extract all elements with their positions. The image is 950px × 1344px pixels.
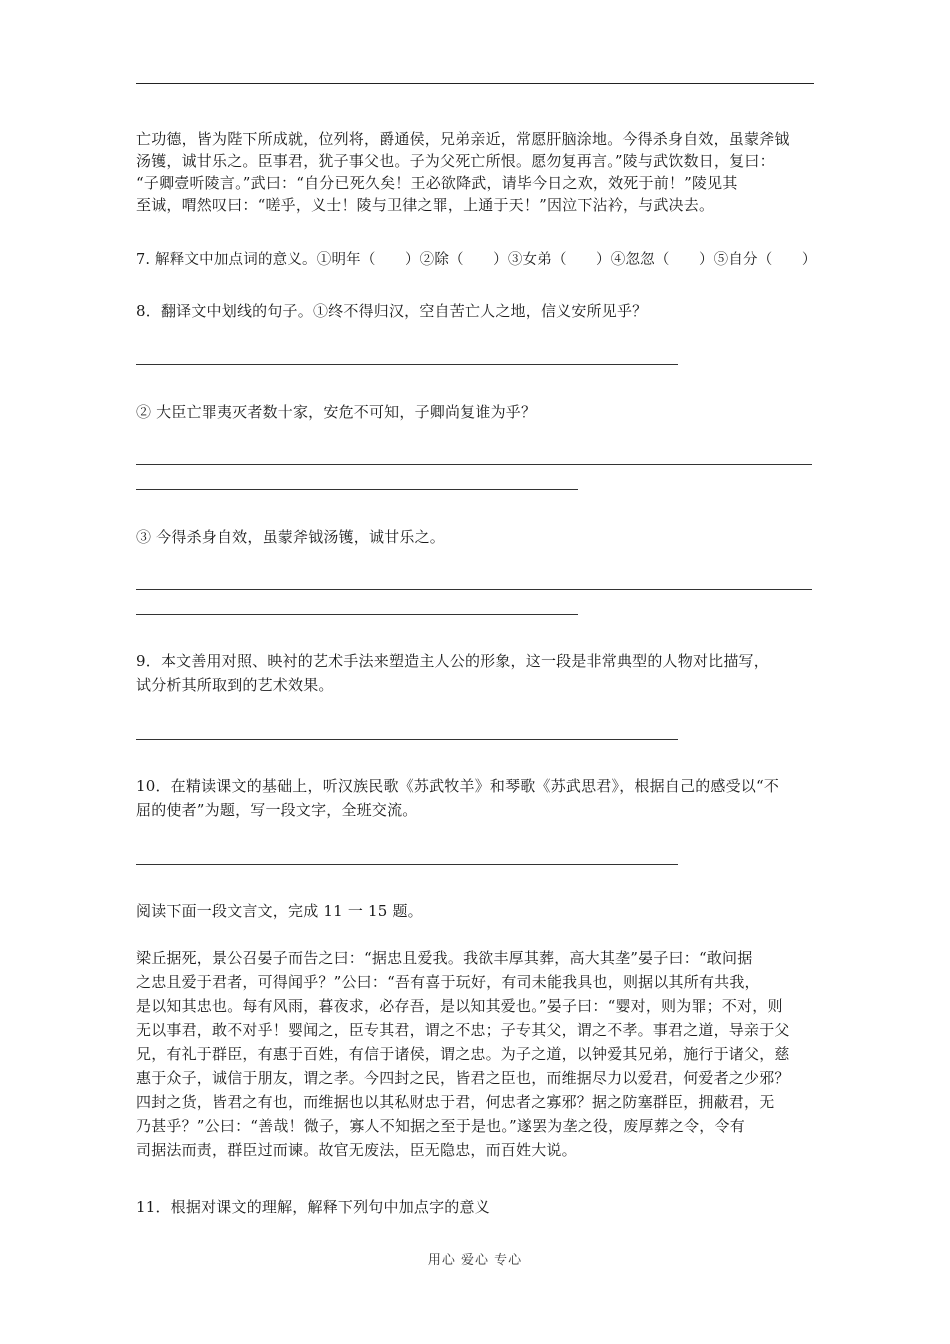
passage-2-line: 惠于众子，诚信于朋友，谓之孝。今四封之民，皆君之臣也，而维据尽力以爱君，何爱者之少邪？ <box>136 1069 790 1087</box>
question-8-3: ③ 今得杀身自效，虽蒙斧钺汤镬，诚甘乐之。 <box>136 528 445 546</box>
passage-2-line: 之忠且爱于君者，可得闻乎？”公曰：“吾有喜于玩好，有司未能我具也，则据以其所有共我， <box>136 973 760 991</box>
question-8-2: ② 大臣亡罪夷灭者数十家，安危不可知，子卿尚复谁为乎？ <box>136 403 537 421</box>
question-9-line: 9．本文善用对照、映衬的艺术手法来塑造主人公的形象，这一段是非常典型的人物对比描写， <box>136 652 769 670</box>
question-8: 8．翻译文中划线的句子。①终不得归汉，空自苦亡人之地，信义安所见乎？ <box>136 302 648 320</box>
passage-2-line: 乃甚乎？”公曰：“善哉！微子，寡人不知据之至于是也。”遂罢为垄之役，废厚葬之令，令有 <box>136 1117 745 1135</box>
answer-line[interactable] <box>136 614 578 615</box>
question-11: 11．根据对课文的理解，解释下列句中加点字的意义 <box>136 1198 490 1216</box>
passage-1-line: 亡功德，皆为陛下所成就，位列将，爵通侯，兄弟亲近，常愿肝脑涂地。今得杀身自效，虽蒙斧钺 <box>136 130 790 148</box>
answer-line[interactable] <box>136 589 812 590</box>
passage-2-line: 司据法而责，群臣过而谏。故官无废法，臣无隐忠，而百姓大说。 <box>136 1141 577 1159</box>
reading-intro: 阅读下面一段文言文，完成 11 一 15 题。 <box>136 902 423 920</box>
question-10-line: 10．在精读课文的基础上，听汉族民歌《苏武牧羊》和琴歌《苏武思君》，根据自己的感受以“不 <box>136 777 780 795</box>
question-10-line: 屈的使者”为题，写一段文字，全班交流。 <box>136 801 418 819</box>
answer-line[interactable] <box>136 364 678 365</box>
question-9-line: 试分析其所取到的艺术效果。 <box>136 676 334 694</box>
passage-2-line: 四封之货，皆君之有也，而维据也以其私财忠于君，何忠者之寡邪？据之防塞群臣，拥蔽君，无 <box>136 1093 775 1111</box>
answer-line[interactable] <box>136 489 578 490</box>
answer-line[interactable] <box>136 739 678 740</box>
answer-line[interactable] <box>136 864 678 865</box>
passage-1-line: “子卿壹听陵言。”武曰：“自分已死久矣！王必欲降武，请毕今日之欢，效死于前！”陵见其 <box>136 174 738 192</box>
passage-1-line: 至诚，喟然叹曰：“嗟乎，义士！陵与卫律之罪，上通于天！”因泣下沾衿，与武决去。 <box>136 196 715 214</box>
question-7: 7. 解释文中加点词的意义。①明年（ ）②除（ ）③女弟（ ）④忽忽（ ）⑤自分（ ） <box>136 252 817 268</box>
passage-2-line: 是以知其忠也。每有风雨，暮夜求，必存吾，是以知其爱也。”晏子曰：“婴对，则为罪；不对，则 <box>136 997 783 1015</box>
passage-1-line: 汤镬，诚甘乐之。臣事君，犹子事父也。子为父死亡所恨。愿勿复再言。”陵与武饮数日，复曰： <box>136 152 775 170</box>
passage-2-line: 无以事君，敢不对乎！婴闻之，臣专其君，谓之不忠；子专其父，谓之不孝。事君之道，导亲于父 <box>136 1021 790 1039</box>
header-rule <box>136 83 814 84</box>
passage-2-line: 兄，有礼于群臣，有惠于百姓，有信于诸侯，谓之忠。为子之道，以钟爱其兄弟，施行于诸父，慈 <box>136 1045 790 1063</box>
page-footer: 用心 爱心 专心 <box>427 1253 523 1268</box>
answer-line[interactable] <box>136 464 812 465</box>
passage-2-line: 梁丘据死，景公召晏子而告之曰：“据忠且爱我。我欲丰厚其葬，高大其垄”晏子曰：“敢问据 <box>136 949 753 967</box>
